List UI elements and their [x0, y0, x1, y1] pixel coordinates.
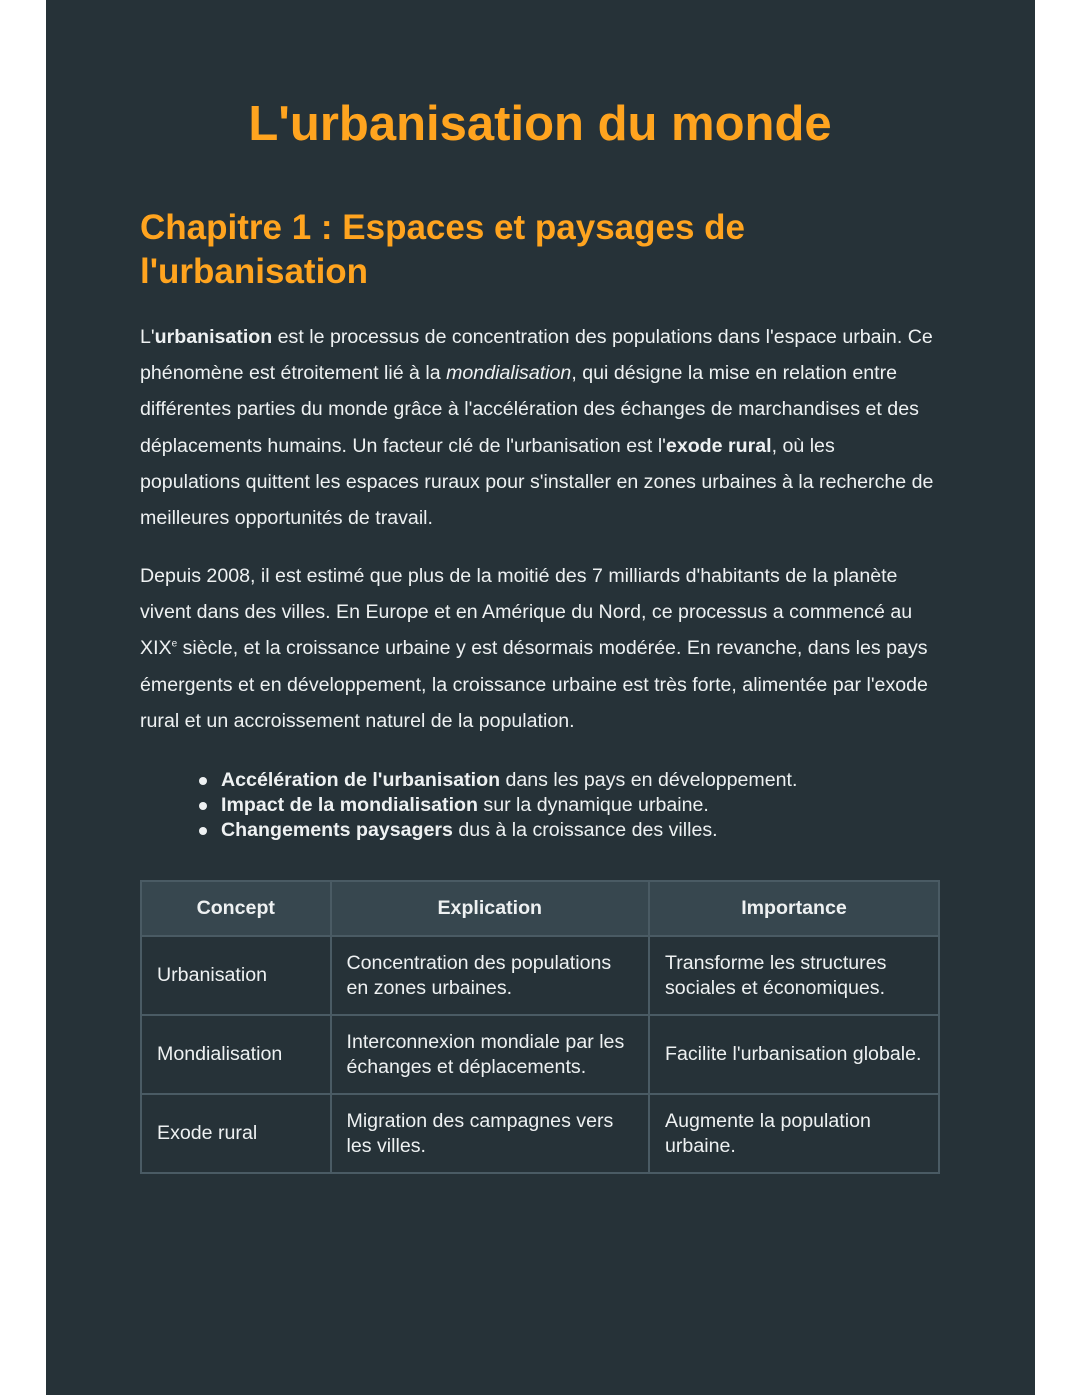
- text-run: L': [140, 326, 155, 348]
- text-run: , où les populations quittent les espaces ruraux pour s'installer en zones urbaines à la recherche de meilleures opportunités de travail.: [140, 434, 934, 530]
- list-item-text: dans les pays en développement.: [500, 769, 798, 791]
- bullet-icon: [199, 777, 207, 785]
- table-row: [141, 1094, 939, 1173]
- text-run: est le processus de concentration des populations dans l'espace urbain. Ce phénomène est étroitement lié à la: [140, 326, 933, 385]
- text-run: siècle, et la croissance urbaine y est désormais modérée. En revanche, dans les pays émergents et en développement, la croissance urbaine est très forte, alimentée par l'exode rural et un accroissement naturel de la population.: [140, 637, 928, 732]
- column-header-explication: Explication: [331, 881, 650, 936]
- list-item-bold: Accélération de l'urbanisation: [221, 769, 501, 791]
- century-superscript: e: [171, 638, 178, 650]
- list-item-text: dus à la croissance des villes.: [452, 819, 718, 841]
- term-exode-rural: exode rural: [665, 434, 772, 457]
- table-cell: Facilite l'urbanisation globale.: [649, 1015, 939, 1094]
- context-paragraph: [140, 558, 940, 739]
- list-item-bold: Impact de la mondialisation: [221, 794, 478, 816]
- bullet-icon: [199, 827, 207, 835]
- table-row: [141, 1015, 939, 1094]
- list-item: [140, 768, 940, 793]
- table-header-row: [141, 881, 939, 936]
- column-header-concept: Concept: [141, 881, 331, 936]
- list-item: [140, 793, 940, 818]
- key-points-list: [140, 768, 940, 843]
- list-item-bold: Changements paysagers: [221, 819, 453, 841]
- page: [46, 0, 1035, 1395]
- table-row: [141, 936, 939, 1015]
- table-cell: Transforme les structures sociales et économiques.: [649, 936, 939, 1015]
- column-header-importance: Importance: [649, 881, 939, 936]
- term-mondialisation: mondialisation: [446, 362, 572, 385]
- term-urbanisation: urbanisation: [154, 326, 273, 348]
- page-title: L'urbanisation du monde: [248, 97, 832, 151]
- bullet-icon: [199, 802, 207, 810]
- table-cell: Exode rural: [141, 1094, 331, 1173]
- table-cell: Migration des campagnes vers les villes.: [331, 1094, 650, 1173]
- table-cell: Urbanisation: [141, 936, 331, 1015]
- table-cell: Interconnexion mondiale par les échanges et déplacements.: [331, 1015, 650, 1094]
- text-run: Depuis 2008, il est estimé que plus de la moitié des 7 milliards d'habitants de la planète vivent dans des villes. En Europe et en Amérique du Nord, ce processus a commencé au XIX: [140, 565, 913, 660]
- table-cell: Mondialisation: [141, 1015, 331, 1094]
- chapter-title: Chapitre 1 : Espaces et paysages de l'urbanisation: [140, 208, 745, 291]
- concepts-table: [140, 880, 940, 1174]
- list-item-text: sur la dynamique urbaine.: [477, 794, 709, 816]
- table-cell: Augmente la population urbaine.: [649, 1094, 939, 1173]
- text-run: , qui désigne la mise en relation entre différentes parties du monde grâce à l'accélération des échanges de marchandises et des déplacements humains. Un facteur clé de l'urbanisation est l': [140, 362, 919, 457]
- list-item: [140, 818, 940, 843]
- intro-paragraph: [140, 319, 940, 536]
- table-cell: Concentration des populations en zones urbaines.: [331, 936, 650, 1015]
